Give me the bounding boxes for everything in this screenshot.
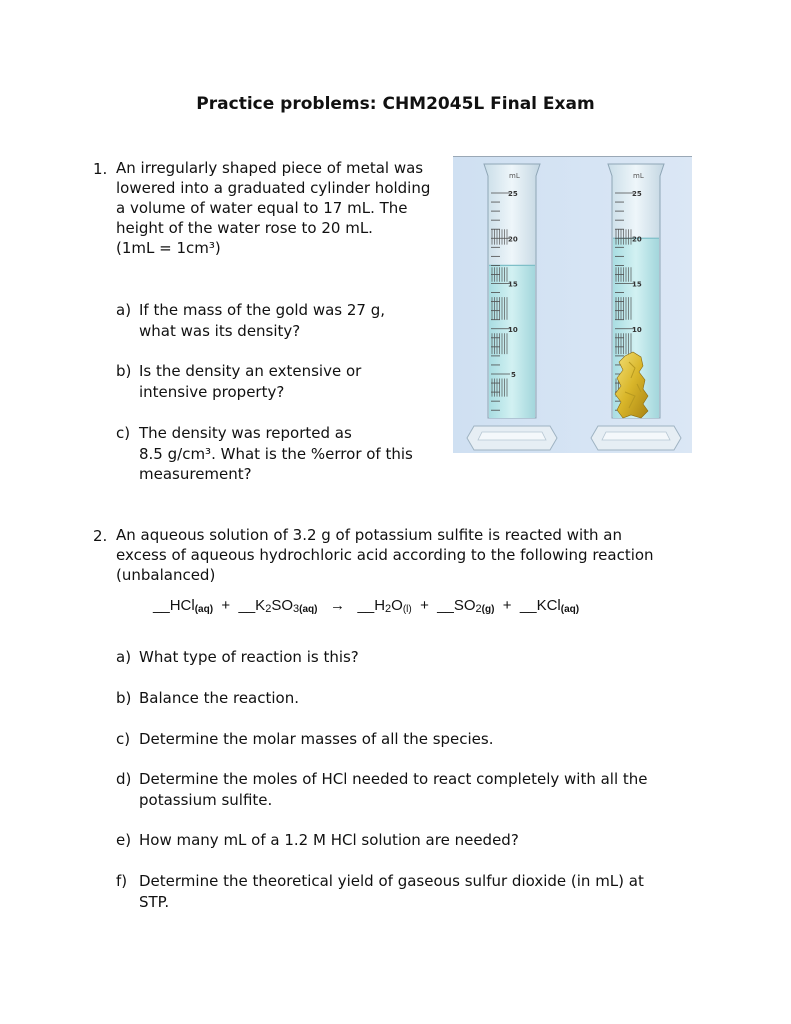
part-line: measurement? [139, 465, 252, 483]
part-line: 8.5 g/cm³. What is the %error of this [139, 444, 413, 463]
part-line: what was its density? [139, 321, 301, 340]
part-line: Determine the molar masses of all the species. [139, 730, 494, 748]
part-label: c) [116, 730, 131, 748]
graduated-cylinders-figure [453, 156, 692, 453]
scale-label: 25 [508, 190, 518, 198]
kcl-formula: KCl [536, 597, 561, 614]
state-label: (aq) [560, 604, 580, 615]
part-line: How many mL of a 1.2 M HCl solution are needed? [139, 831, 519, 849]
part-label: f) [116, 872, 128, 890]
part-line: Balance the reaction. [139, 689, 299, 707]
scale-label: 15 [508, 280, 518, 289]
scale-label: 10 [632, 325, 642, 334]
question-1-line: lowered into a graduated cylinder holding [116, 179, 431, 197]
scale-label: 15 [632, 280, 642, 289]
unit-label: mL [509, 172, 520, 180]
scale-label: 5 [511, 371, 516, 379]
question-1-line: An irregularly shaped piece of metal was [116, 159, 424, 177]
part-line: Is the density an extensive or [139, 362, 362, 380]
question-1-line: (1mL = 1cm³) [116, 239, 221, 257]
scale-label: 10 [508, 325, 518, 334]
hcl-formula: HCl [169, 597, 195, 614]
question-1-text [116, 158, 430, 258]
question-2-line: An aqueous solution of 3.2 g of potassium sulfite is reacted with an [116, 526, 623, 544]
part-line: Determine the theoretical yield of gaseous sulfur dioxide (in mL) at [139, 872, 644, 890]
page-title: Practice problems: CHM2045L Final Exam [196, 94, 595, 114]
part-label: a) [116, 301, 132, 319]
coefficient-blank: __ [238, 597, 256, 614]
scale-label: 25 [632, 190, 642, 198]
so2-formula: $SO_2$ [453, 597, 482, 615]
chemical-equation [153, 597, 579, 615]
state-label: (aq) [194, 604, 214, 615]
part-line: intensive property? [139, 382, 285, 401]
coefficient-blank: __ [153, 597, 170, 614]
coefficient-blank: __ [437, 597, 454, 614]
scale-label: 20 [632, 235, 642, 244]
question-2-line: excess of aqueous hydrochloric acid according to the following reaction [116, 546, 654, 564]
part-label: e) [116, 831, 132, 849]
state-label: (aq) [299, 604, 318, 615]
part-label: b) [116, 362, 132, 380]
plus-sign: + [502, 597, 512, 614]
part-label: a) [116, 648, 132, 666]
plus-sign: + [221, 597, 231, 614]
part-label: c) [116, 424, 131, 442]
state-label: (g) [481, 604, 495, 615]
part-line: If the mass of the gold was 27 g, [139, 301, 386, 319]
part-line: STP. [139, 892, 170, 911]
part-line: Determine the moles of HCl needed to react completely with all the [139, 770, 648, 788]
part-line: The density was reported as [139, 424, 352, 442]
question-2-line: (unbalanced) [116, 566, 216, 584]
part-label: b) [116, 689, 132, 707]
k2so3-formula: $K_2SO_3$ [255, 597, 300, 615]
h2o-formula: $H_2O$ [374, 597, 403, 615]
plus-sign: + [420, 597, 429, 614]
coefficient-blank: __ [357, 597, 375, 614]
question-2-text [116, 525, 654, 585]
question-1-line: a volume of water equal to 17 mL. The [116, 199, 408, 217]
question-2-number: 2. [93, 527, 108, 545]
coefficient-blank: __ [519, 597, 537, 614]
part-line: What type of reaction is this? [139, 648, 359, 666]
question-1-line: height of the water rose to 20 mL. [116, 219, 373, 237]
question-1-number: 1. [93, 160, 108, 178]
unit-label: mL [633, 172, 644, 180]
part-line: potassium sulfite. [139, 790, 273, 809]
part-label: d) [116, 770, 132, 788]
scale-label: 20 [508, 235, 518, 244]
reaction-arrow: → [329, 597, 345, 614]
state-label: (l) [402, 604, 412, 615]
